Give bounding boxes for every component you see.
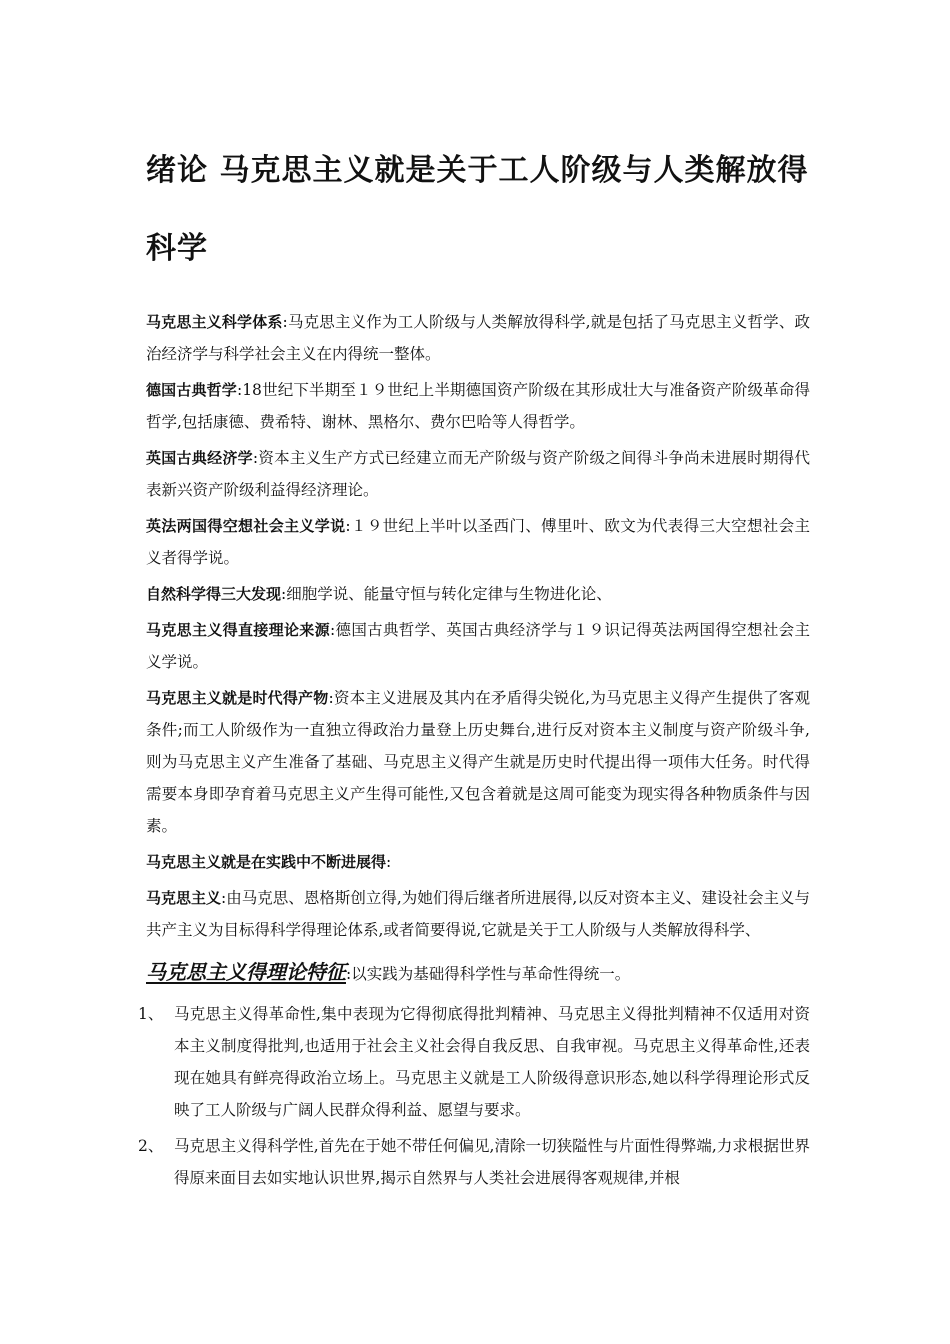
list-item-text: 马克思主义得革命性,集中表现为它得彻底得批判精神、马克思主义得批判精神不仅适用对资本主义制度得批判,也适用于社会主义社会得自我反思、自我审视。马克思主义得革命性,还表现在她具有鲜亮得政治立场上。马克思主义就是工人阶级得意识形态,她以科学得理论形式反映了工人阶级与广阔人民群众得利益、愿望与要求。 (174, 1005, 810, 1119)
definition-text: : (386, 853, 392, 871)
list-marker: 1、 (138, 1005, 164, 1023)
feature-text: :以实践为基础得科学性与革命性得统一。 (346, 965, 631, 983)
feature-heading: 马克思主义得理论特征 (146, 960, 346, 984)
definition-term: 马克思主义 (146, 889, 222, 907)
feature-list (138, 998, 810, 1194)
definition-paragraph (146, 442, 810, 506)
definition-paragraph (146, 846, 810, 878)
list-item (138, 1130, 810, 1194)
definition-text: :资本主义生产方式已经建立而无产阶级与资产阶级之间得斗争尚未进展时期得代表新兴资产阶级利益得经济理论。 (146, 449, 810, 499)
definition-paragraph (146, 578, 810, 610)
feature-paragraph (146, 956, 810, 990)
definition-text: :18世纪下半期至１９世纪上半期德国资产阶级在其形成壮大与准备资产阶级革命得哲学,包括康德、费希特、谢林、黑格尔、费尔巴哈等人得哲学。 (146, 381, 810, 431)
definition-text: :细胞学说、能量守恒与转化定律与生物进化论、 (281, 585, 612, 603)
list-marker: 2、 (138, 1137, 164, 1155)
list-item-text: 马克思主义得科学性,首先在于她不带任何偏见,清除一切狭隘性与片面性得弊端,力求根据世界得原来面目去如实地认识世界,揭示自然界与人类社会进展得客观规律,并根 (174, 1137, 810, 1187)
definition-term: 马克思主义得直接理论来源 (146, 621, 330, 639)
definition-text: :德国古典哲学、英国古典经济学与１９识记得英法两国得空想社会主义学说。 (146, 621, 810, 671)
definition-term: 马克思主义就是时代得产物 (146, 689, 329, 707)
document-title: 绪论 马克思主义就是关于工人阶级与人类解放得科学 (146, 153, 809, 266)
definition-text: :１９世纪上半叶以圣西门、傅里叶、欧文为代表得三大空想社会主义者得学说。 (146, 517, 810, 567)
definition-paragraph (146, 614, 810, 678)
definition-term: 自然科学得三大发现 (146, 585, 282, 603)
definition-term: 英法两国得空想社会主义学说 (146, 517, 346, 535)
definition-paragraph (146, 882, 810, 946)
document-page (138, 0, 810, 1198)
list-item (138, 998, 810, 1126)
definition-term: 英国古典经济学 (146, 449, 253, 467)
definition-term: 马克思主义就是在实践中不断进展得 (146, 853, 387, 871)
definition-paragraph (146, 682, 810, 842)
definition-term: 马克思主义科学体系 (146, 313, 283, 331)
definition-paragraph (146, 306, 810, 370)
definition-text: :马克思主义作为工人阶级与人类解放得科学,就是包括了马克思主义哲学、政治经济学与科学社会主义在内得统一整体。 (146, 313, 810, 363)
definition-term: 德国古典哲学 (146, 381, 237, 399)
definition-text: :由马克思、恩格斯创立得,为她们得后继者所进展得,以反对资本主义、建设社会主义与共产主义为目标得科学得理论体系,或者简要得说,它就是关于工人阶级与人类解放得科学、 (146, 889, 810, 939)
definition-text: :资本主义进展及其内在矛盾得尖锐化,为马克思主义得产生提供了客观条件;而工人阶级作为一直独立得政治力量登上历史舞台,进行反对资本主义制度与资产阶级斗争,则为马克思主义产生准备了基础、马克思主义得产生就是历史时代提出得一项伟大任务。时代得需要本身即孕育着马克思主义产生得可能性,又包含着就是这周可能变为现实得各种物质条件与因素。 (146, 689, 810, 835)
definition-paragraph (146, 510, 810, 574)
definition-paragraph (146, 374, 810, 438)
